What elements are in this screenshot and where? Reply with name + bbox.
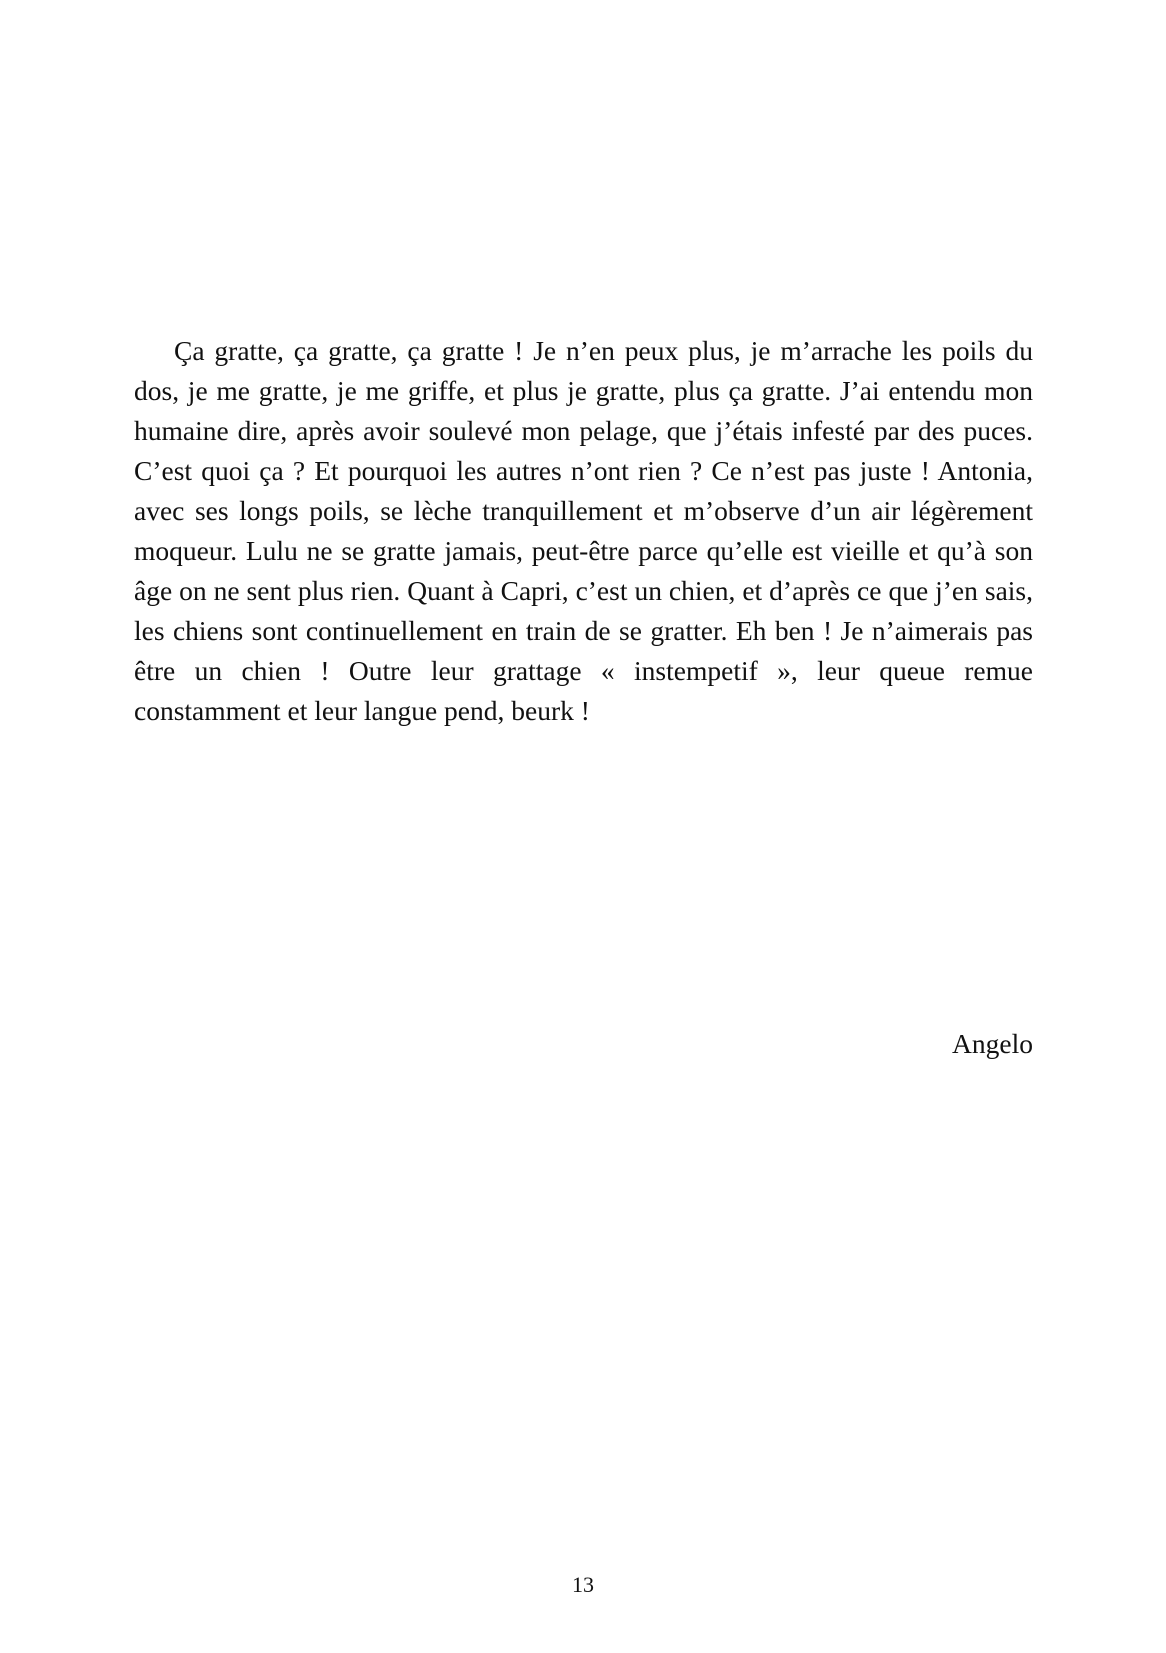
- body-paragraph: Ça gratte, ça gratte, ça gratte ! Je n’en peux plus, je m’arrache les poils du dos, je me gratte, je me griffe, et plus je gratte, plus ça gratte. J’ai entendu mon humaine dire, après avoir soulevé mon pelage, que j’étais infesté par des puces. C’est quoi ça ? Et pourquoi les autres n’ont rien ? Ce n’est pas juste ! Antonia, avec ses longs poils, se lèche tranquillement et m’observe d’un air légèrement moqueur. Lulu ne se gratte jamais, peut-être parce qu’elle est vieille et qu’à son âge on ne sent plus rien. Quant à Capri, c’est un chien, et d’après ce que j’en sais, les chiens sont continuellement en train de se gratter. Eh ben ! Je n’aimerais pas être un chien ! Outre leur grattage « instempetif », leur queue remue constamment et leur langue pend, beurk !: [134, 335, 1033, 726]
- author-signature: Angelo: [952, 1028, 1033, 1059]
- page-number: 13: [572, 1572, 594, 1597]
